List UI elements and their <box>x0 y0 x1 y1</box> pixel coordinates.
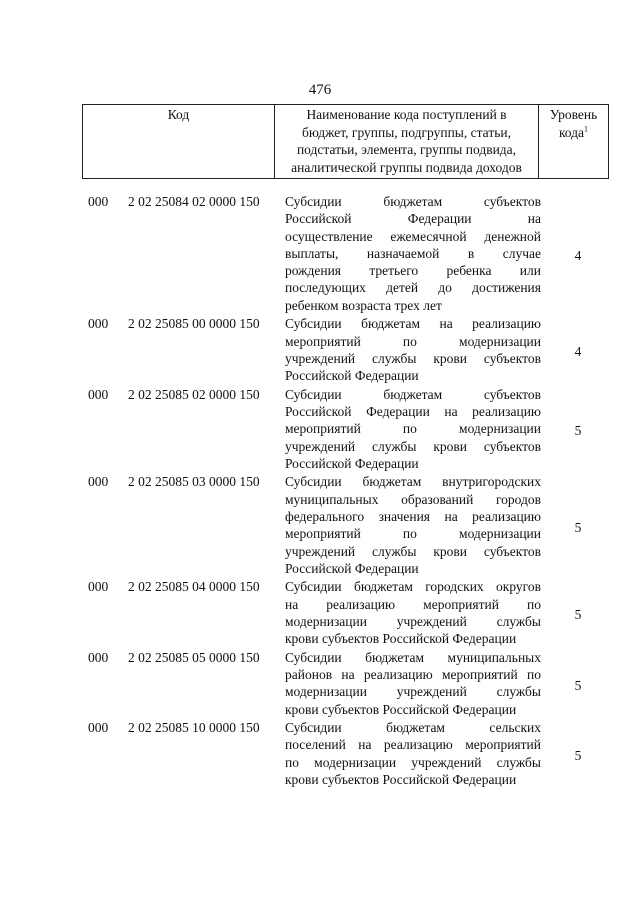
table-row <box>0 719 640 788</box>
row-level: 5 <box>574 607 582 623</box>
row-name-line: Субсидии бюджетам городских округов <box>285 579 541 595</box>
row-prefix: 000 <box>88 316 109 332</box>
row-prefix: 000 <box>88 386 109 402</box>
row-level: 5 <box>574 423 582 439</box>
row-prefix: 000 <box>88 579 109 595</box>
row-name-line: Субсидии бюджетам на реализацию <box>285 316 541 332</box>
row-name-line: Российской Федерации на реализацию <box>285 403 541 419</box>
row-name-line: учреждений службы крови субъектов <box>285 350 541 366</box>
row-name-line: крови субъектов Российской Федерации <box>285 772 517 788</box>
row-prefix: 000 <box>88 194 109 209</box>
row-name <box>285 473 541 577</box>
row-code: 2 02 25084 02 0000 150 <box>128 194 260 209</box>
row-code: 2 02 25085 00 0000 150 <box>128 316 260 332</box>
row-name-line: крови субъектов Российской Федерации <box>285 701 517 717</box>
row-prefix: 000 <box>88 474 109 490</box>
row-name-line: крови субъектов Российской Федерации <box>285 631 517 647</box>
header-name-line: бюджет, группы, подгруппы, статьи, <box>302 124 511 140</box>
header-name-line: подстатьи, элемента, группы подвида, <box>296 142 517 158</box>
row-code: 2 02 25085 05 0000 150 <box>128 649 260 665</box>
row-name-line: Субсидии бюджетам сельских <box>285 720 541 736</box>
row-name-line: мероприятий по модернизации <box>285 421 541 437</box>
row-name-line: мероприятий по модернизации <box>285 333 541 349</box>
header-code: Код <box>83 105 275 179</box>
row-code: 2 02 25085 10 0000 150 <box>128 720 260 736</box>
row-name-line: последующих детей до достижения <box>285 280 541 296</box>
row-level: 5 <box>574 677 582 693</box>
header-name-line: аналитической группы подвида доходов <box>291 159 522 175</box>
row-name <box>285 315 541 384</box>
row-level: 5 <box>574 519 582 535</box>
table-row <box>0 473 640 577</box>
row-code: 2 02 25085 04 0000 150 <box>128 579 260 595</box>
table-row <box>0 386 640 473</box>
row-prefix: 000 <box>88 649 109 665</box>
row-name-line: на реализацию мероприятий по <box>285 596 541 612</box>
row-level: 4 <box>574 247 582 263</box>
row-name-line: Российской Федерации <box>285 368 419 384</box>
row-name-line: Субсидии бюджетам субъектов <box>285 386 541 402</box>
row-level: 5 <box>574 748 582 764</box>
row-name-line: Субсидии бюджетам внутригородских <box>285 474 541 490</box>
row-level: 4 <box>574 344 582 360</box>
header-level-line: Уровень <box>549 107 598 122</box>
header-level-text: кода <box>558 124 585 140</box>
row-name-line: Российской Федерации на <box>285 211 541 227</box>
row-name <box>285 193 541 314</box>
row-code: 2 02 25085 03 0000 150 <box>128 474 260 490</box>
row-name-line: ребенком возраста трех лет <box>285 297 442 313</box>
table-row <box>0 578 640 647</box>
table-row <box>0 649 640 718</box>
row-name-line: модернизации учреждений службы <box>285 613 541 629</box>
row-name-line: рождения третьего ребенка или <box>285 263 541 279</box>
row-name-line: учреждений службы крови субъектов <box>285 543 541 559</box>
row-name-line: Российской Федерации <box>285 455 419 471</box>
table-row <box>0 315 640 384</box>
row-name-line: выплаты, назначаемой в случае <box>285 245 541 261</box>
row-name <box>285 578 541 647</box>
row-name-line: по модернизации учреждений службы <box>285 754 541 770</box>
row-name-line: федерального значения на реализацию <box>285 508 541 524</box>
row-name-line: Субсидии бюджетам муниципальных <box>285 649 541 665</box>
row-code: 2 02 25085 02 0000 150 <box>128 386 260 402</box>
header-name-line: Наименование кода поступлений в <box>306 107 507 122</box>
row-name-line: районов на реализацию мероприятий по <box>285 667 541 683</box>
row-name-line: осуществление ежемесячной денежной <box>285 228 541 244</box>
footnote-marker: 1 <box>584 124 589 134</box>
row-name <box>285 649 541 718</box>
row-name-line: учреждений службы крови субъектов <box>285 438 541 454</box>
row-name-line: поселений на реализацию мероприятий <box>285 737 541 753</box>
page-number: 476 <box>308 82 332 98</box>
table-row <box>0 193 640 314</box>
row-name-line: модернизации учреждений службы <box>285 684 541 700</box>
row-name-line: мероприятий по модернизации <box>285 526 541 542</box>
row-name-line: Субсидии бюджетам субъектов <box>285 194 541 209</box>
row-name-line: Российской Федерации <box>285 560 419 576</box>
row-prefix: 000 <box>88 720 109 736</box>
row-name <box>285 386 541 472</box>
row-name-line: муниципальных образований городов <box>285 491 541 507</box>
row-name <box>285 719 541 788</box>
